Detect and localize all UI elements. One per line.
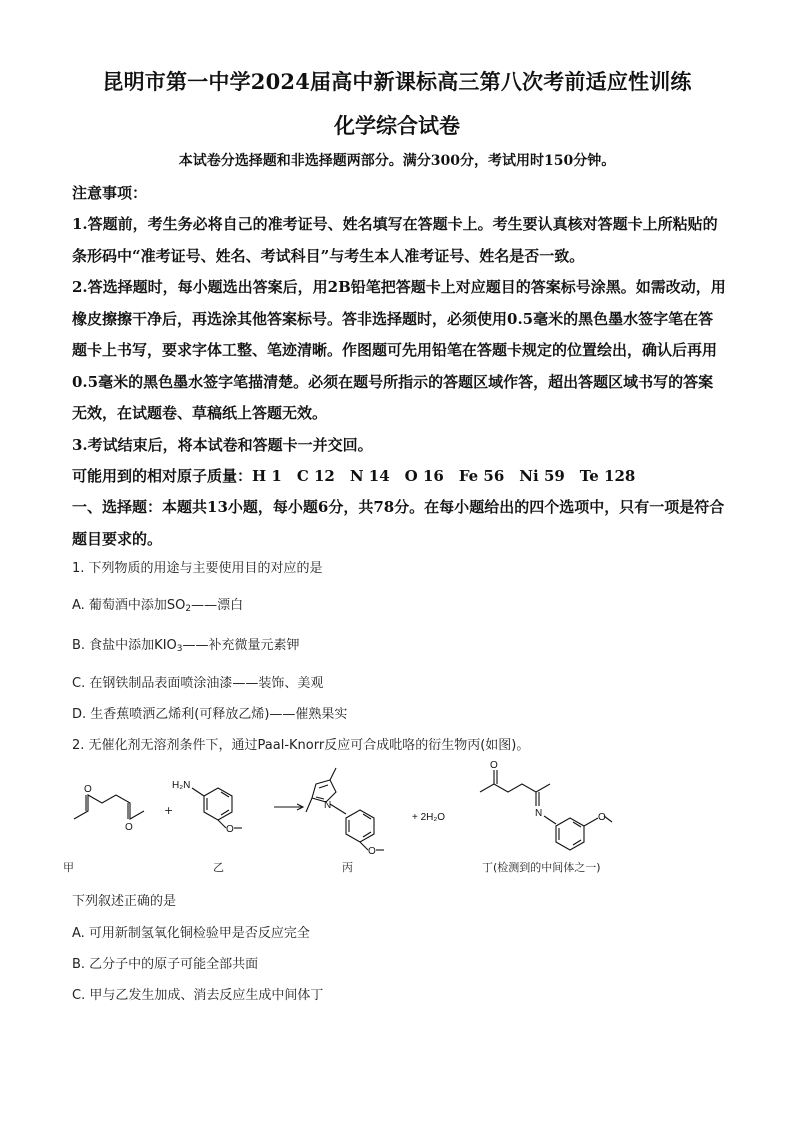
reaction-arrow xyxy=(274,804,303,810)
q1-option-d: D. 生香蕉喷洒乙烯利(可释放乙烯)——催熟果实 xyxy=(72,707,348,722)
q2-option-b: B. 乙分子中的原子可能全部共面 xyxy=(72,957,259,972)
exam-title: 昆明市第一中学2024届高中新课标高三第八次考前适应性训练 xyxy=(102,69,692,94)
q1-option-b xyxy=(72,634,300,654)
instruction-item-2: 2.答选择题时，每小题选出答案后，用2B铅笔把答题卡上对应题目的答案标号涂黑。如需改动，用橡皮擦擦干净后，再选涂其他答案标号。答非选择题时，必须使用0.5毫米的黑色墨水签字笔在答题卡上书写，要求字体工整、笔迹清晰。作图题可先用铅笔在答题卡规定的位置绘出，确认后再用0.5毫米的黑色墨水签字笔描清楚。必须在题号所指示的答题区域作答，超出答题区域书写的答案无效，在试题卷、草稿纸上答题无效。 xyxy=(72,278,726,422)
q1-option-b-sub: 3 xyxy=(176,644,183,654)
label-jia: 甲 xyxy=(63,861,74,874)
yi-oxygen: O xyxy=(226,824,234,835)
compound-bing-structure xyxy=(306,768,384,850)
ding-oxygen: O xyxy=(490,760,498,771)
exam-subtitle: 化学综合试卷 xyxy=(334,113,460,138)
bing-nitrogen: N xyxy=(324,800,332,811)
q1-option-c: C. 在钢铁制品表面喷涂油漆——装饰、美观 xyxy=(72,676,324,691)
atomic-mass-line: 可能用到的相对原子质量：H 1 C 12 N 14 O 16 Fe 56 Ni 59 Te 128 xyxy=(72,467,636,485)
jia-oxygen-2: O xyxy=(125,822,133,833)
instruction-item-3: 3.考试结束后，将本试卷和答题卡一并交回。 xyxy=(72,436,373,454)
compound-jia-structure xyxy=(74,795,144,819)
label-yi: 乙 xyxy=(213,861,224,874)
compound-yi-structure xyxy=(192,788,242,828)
exam-note: 本试卷分选择题和非选择题两部分。满分300分，考试用时150分钟。 xyxy=(178,153,616,169)
reaction-scheme xyxy=(60,758,740,883)
label-bing: 丙 xyxy=(342,861,353,874)
instruction-item-1: 1.答题前，考生务必将自己的准考证号、姓名填写在答题卡上。考生要认真核对答题卡上所粘贴的条形码中“准考证号、姓名、考试科目”与考生本人准考证号、姓名是否一致。 xyxy=(72,215,718,265)
q2-option-a: A. 可用新制氢氧化铜检验甲是否反应完全 xyxy=(72,926,310,941)
q1-stem: 1. 下列物质的用途与主要使用目的对应的是 xyxy=(72,561,323,576)
q1-option-a xyxy=(72,594,243,614)
q1-option-b-pre: B. 食盐中添加KIO xyxy=(72,638,177,653)
plus-sign: + xyxy=(164,804,174,817)
yi-amino: H₂N xyxy=(172,780,191,791)
q1-option-b-post: ——补充微量元素钾 xyxy=(182,638,300,653)
q2-question: 下列叙述正确的是 xyxy=(72,894,177,909)
compound-ding-structure xyxy=(480,770,612,850)
instructions-heading: 注意事项： xyxy=(72,184,148,202)
ding-nitrogen: N xyxy=(535,808,543,819)
section-1-heading: 一、选择题：本题共13小题，每小题6分，共78分。在每小题给出的四个选项中，只有一项是符合题目要求的。 xyxy=(72,498,725,548)
q1-option-a-post: ——漂白 xyxy=(191,598,244,613)
q2-stem: 2. 无催化剂无溶剂条件下，通过Paal-Knorr反应可合成吡咯的衍生物丙(如图)。 xyxy=(72,738,530,753)
jia-oxygen-1: O xyxy=(84,784,92,795)
ding-oxygen-2: O xyxy=(598,812,606,823)
label-ding: 丁(检测到的中间体之一) xyxy=(482,861,601,874)
q1-option-a-sub: 2 xyxy=(185,604,192,614)
q1-option-a-pre: A. 葡萄酒中添加SO xyxy=(72,598,186,613)
q2-option-c: C. 甲与乙发生加成、消去反应生成中间体丁 xyxy=(72,988,324,1003)
water-product: + 2H₂O xyxy=(412,812,446,823)
bing-oxygen: O xyxy=(368,846,376,857)
